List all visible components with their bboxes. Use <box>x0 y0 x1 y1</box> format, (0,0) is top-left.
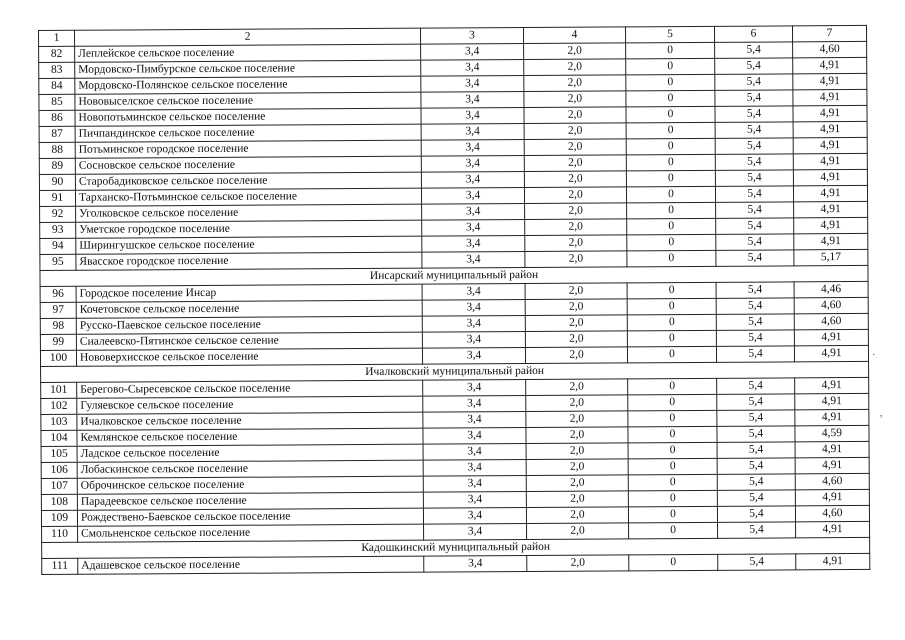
value-col-5: 0 <box>627 330 716 347</box>
row-number: 101 <box>41 382 77 398</box>
value-col-7: 4,91 <box>794 233 868 249</box>
value-col-7: 4,91 <box>793 73 867 89</box>
value-col-7: 4,91 <box>793 105 867 121</box>
district-title: Инсарский муниципальный район <box>40 265 868 286</box>
value-col-7: 4,91 <box>795 457 869 473</box>
value-col-3: 3,4 <box>421 92 524 109</box>
value-col-6: 5,4 <box>716 330 794 346</box>
row-number: 90 <box>39 174 75 190</box>
settlement-name: Леплейское сельское поселение <box>75 44 421 62</box>
value-col-3: 3,4 <box>422 284 525 301</box>
column-header: 5 <box>625 26 714 43</box>
value-col-4: 2,0 <box>526 427 628 444</box>
value-col-4: 2,0 <box>525 331 627 348</box>
value-col-7: 4,91 <box>794 217 868 233</box>
value-col-5: 0 <box>628 474 717 491</box>
row-number: 86 <box>39 110 75 126</box>
value-col-7: 4,59 <box>795 425 869 441</box>
row-number: 84 <box>39 78 75 94</box>
value-col-4: 2,0 <box>524 107 626 124</box>
district-title: Ичалковский муниципальный район <box>41 361 869 382</box>
value-col-6: 5,4 <box>715 186 793 202</box>
value-col-7: 4,91 <box>796 521 870 537</box>
value-col-6: 5,4 <box>716 218 794 234</box>
value-col-3: 3,4 <box>423 492 526 509</box>
value-col-4: 2,0 <box>525 315 627 332</box>
row-number: 108 <box>41 494 77 510</box>
value-col-7: 4,91 <box>795 377 869 393</box>
column-header: 6 <box>714 26 792 42</box>
settlement-name: Кочетовское сельское поселение <box>76 300 422 318</box>
value-col-5: 0 <box>628 506 717 523</box>
row-number: 105 <box>41 446 77 462</box>
value-col-4: 2,0 <box>526 443 628 460</box>
value-col-5: 0 <box>629 522 718 539</box>
value-col-5: 0 <box>628 410 717 427</box>
row-number: 97 <box>40 302 76 318</box>
value-col-6: 5,4 <box>715 154 793 170</box>
value-col-3: 3,4 <box>422 220 525 237</box>
column-header: 1 <box>39 30 75 46</box>
value-col-3: 3,4 <box>422 300 525 317</box>
value-col-3: 3,4 <box>424 556 527 573</box>
value-col-5: 0 <box>627 250 716 267</box>
settlement-name: Уголковское сельское поселение <box>76 204 422 222</box>
settlement-name: Мордовско-Пимбурское сельское поселение <box>75 60 421 78</box>
value-col-5: 0 <box>627 202 716 219</box>
value-col-3: 3,4 <box>422 204 525 221</box>
row-number: 109 <box>41 510 77 526</box>
settlement-name: Ладское сельское поселение <box>77 444 423 462</box>
value-col-4: 2,0 <box>524 123 626 140</box>
row-number: 99 <box>40 334 76 350</box>
table-body <box>39 41 870 574</box>
row-number: 111 <box>42 558 78 574</box>
value-col-7: 4,60 <box>795 505 869 521</box>
settlement-name: Уметское городское поселение <box>76 220 422 238</box>
settlement-name: Смольненское сельское поселение <box>78 524 424 542</box>
value-col-5: 0 <box>628 490 717 507</box>
value-col-4: 2,0 <box>524 75 626 92</box>
value-col-3: 3,4 <box>424 524 527 541</box>
value-col-4: 2,0 <box>525 347 627 364</box>
value-col-7: 4,91 <box>793 137 867 153</box>
value-col-5: 0 <box>626 74 715 91</box>
row-number: 87 <box>39 126 75 142</box>
value-col-4: 2,0 <box>525 251 627 268</box>
settlement-name: Сосновское сельское поселение <box>75 156 421 174</box>
value-col-6: 5,4 <box>715 138 793 154</box>
value-col-3: 3,4 <box>421 172 524 189</box>
settlement-name: Тарханско-Потьминское сельское поселение <box>75 188 421 206</box>
settlement-name: Мордовско-Полянское сельское поселение <box>75 76 421 94</box>
settlement-name: Кемлянское сельское поселение <box>77 428 423 446</box>
value-col-6: 5,4 <box>717 394 795 410</box>
value-col-4: 2,0 <box>524 171 626 188</box>
value-col-6: 5,4 <box>715 170 793 186</box>
value-col-5: 0 <box>626 122 715 139</box>
value-col-4: 2,0 <box>526 491 628 508</box>
value-col-6: 5,4 <box>717 458 795 474</box>
settlement-name: Потьминское городское поселение <box>75 140 421 158</box>
value-col-7: 4,91 <box>793 153 867 169</box>
value-col-5: 0 <box>626 58 715 75</box>
value-col-3: 3,4 <box>423 396 526 413</box>
value-col-3: 3,4 <box>421 156 524 173</box>
settlements-table <box>38 25 870 575</box>
value-col-4: 2,0 <box>525 203 627 220</box>
district-title: Кадошкинский муниципальный район <box>42 537 870 558</box>
value-col-6: 5,4 <box>717 426 795 442</box>
settlement-name: Рождествено-Баевское сельское поселение <box>77 508 423 526</box>
value-col-7: 5,17 <box>794 249 868 265</box>
value-col-7: 4,46 <box>794 281 868 297</box>
row-number: 85 <box>39 94 75 110</box>
value-col-5: 0 <box>628 442 717 459</box>
settlement-name: Новопотьминское сельское поселение <box>75 108 421 126</box>
value-col-7: 4,60 <box>794 297 868 313</box>
row-number: 98 <box>40 318 76 334</box>
value-col-5: 0 <box>627 218 716 235</box>
value-col-7: 4,91 <box>794 329 868 345</box>
settlement-name: Пичпандинское сельское поселение <box>75 124 421 142</box>
value-col-3: 3,4 <box>421 44 524 61</box>
value-col-6: 5,4 <box>716 282 794 298</box>
value-col-5: 0 <box>626 154 715 171</box>
value-col-7: 4,91 <box>793 185 867 201</box>
value-col-4: 2,0 <box>526 395 628 412</box>
settlement-name: Адашевское сельское поселение <box>78 556 424 574</box>
value-col-4: 2,0 <box>526 411 628 428</box>
value-col-4: 2,0 <box>527 555 629 572</box>
value-col-6: 5,4 <box>717 490 795 506</box>
value-col-6: 5,4 <box>715 106 793 122</box>
value-col-6: 5,4 <box>716 346 794 362</box>
value-col-6: 5,4 <box>718 522 796 538</box>
value-col-6: 5,4 <box>717 410 795 426</box>
column-header: 7 <box>792 25 866 41</box>
value-col-3: 3,4 <box>423 508 526 525</box>
settlement-name: Ичалковское сельское поселение <box>77 412 423 430</box>
column-header: 3 <box>420 28 523 45</box>
column-header: 4 <box>523 27 625 44</box>
value-col-7: 4,91 <box>793 89 867 105</box>
value-col-7: 4,91 <box>794 201 868 217</box>
value-col-3: 3,4 <box>421 108 524 125</box>
scan-speck: · <box>872 350 876 361</box>
settlement-name: Сиалеевско-Пятинское сельское селение <box>76 332 422 350</box>
value-col-3: 3,4 <box>421 60 524 77</box>
value-col-4: 2,0 <box>524 91 626 108</box>
value-col-6: 5,4 <box>715 122 793 138</box>
settlement-name: Старобадиковское сельское поселение <box>75 172 421 190</box>
value-col-5: 0 <box>627 346 716 363</box>
value-col-5: 0 <box>626 90 715 107</box>
settlement-name: Оброчинское сельское поселение <box>77 476 423 494</box>
row-number: 110 <box>42 526 78 542</box>
value-col-6: 5,4 <box>716 314 794 330</box>
value-col-4: 2,0 <box>527 523 629 540</box>
value-col-4: 2,0 <box>524 59 626 76</box>
value-col-6: 5,4 <box>717 442 795 458</box>
value-col-4: 2,0 <box>524 139 626 156</box>
value-col-4: 2,0 <box>525 283 627 300</box>
value-col-7: 4,91 <box>795 409 869 425</box>
value-col-3: 3,4 <box>421 124 524 141</box>
row-number: 89 <box>39 158 75 174</box>
settlement-name: Гуляевское сельское поселение <box>77 396 423 414</box>
value-col-5: 0 <box>626 186 715 203</box>
settlement-name: Нововыселское сельское поселение <box>75 92 421 110</box>
value-col-5: 0 <box>627 282 716 299</box>
value-col-5: 0 <box>628 378 717 395</box>
value-col-6: 5,4 <box>715 74 793 90</box>
value-col-6: 5,4 <box>715 58 793 74</box>
value-col-3: 3,4 <box>423 460 526 477</box>
value-col-7: 4,91 <box>795 441 869 457</box>
row-number: 95 <box>40 254 76 270</box>
value-col-4: 2,0 <box>525 235 627 252</box>
value-col-6: 5,4 <box>716 250 794 266</box>
value-col-6: 5,4 <box>715 90 793 106</box>
value-col-7: 4,91 <box>793 169 867 185</box>
value-col-3: 3,4 <box>421 76 524 93</box>
value-col-5: 0 <box>626 170 715 187</box>
value-col-5: 0 <box>627 298 716 315</box>
value-col-5: 0 <box>629 554 718 571</box>
value-col-5: 0 <box>626 138 715 155</box>
value-col-7: 4,91 <box>795 393 869 409</box>
settlement-name: Лобаскинское сельское поселение <box>77 460 423 478</box>
row-number: 92 <box>40 206 76 222</box>
row-number: 104 <box>41 430 77 446</box>
value-col-7: 4,60 <box>794 313 868 329</box>
value-col-3: 3,4 <box>422 348 525 365</box>
settlement-name: Русско-Паевское сельское поселение <box>76 316 422 334</box>
value-col-6: 5,4 <box>715 42 793 58</box>
row-number: 96 <box>40 286 76 302</box>
settlement-name: Ширингушское сельское поселение <box>76 236 422 254</box>
value-col-7: 4,60 <box>793 41 867 57</box>
value-col-6: 5,4 <box>717 378 795 394</box>
value-col-7: 4,91 <box>794 345 868 361</box>
value-col-4: 2,0 <box>526 507 628 524</box>
value-col-4: 2,0 <box>526 459 628 476</box>
value-col-5: 0 <box>628 426 717 443</box>
value-col-4: 2,0 <box>526 379 628 396</box>
value-col-5: 0 <box>628 458 717 475</box>
value-col-3: 3,4 <box>421 188 524 205</box>
value-col-7: 4,60 <box>795 473 869 489</box>
row-number: 93 <box>40 222 76 238</box>
value-col-3: 3,4 <box>422 252 525 269</box>
value-col-4: 2,0 <box>526 475 628 492</box>
value-col-6: 5,4 <box>716 234 794 250</box>
value-col-4: 2,0 <box>525 299 627 316</box>
value-col-3: 3,4 <box>423 380 526 397</box>
row-number: 106 <box>41 462 77 478</box>
value-col-6: 5,4 <box>718 554 796 570</box>
scanned-table-page <box>38 25 869 575</box>
value-col-5: 0 <box>626 106 715 123</box>
value-col-6: 5,4 <box>717 474 795 490</box>
row-number: 107 <box>41 478 77 494</box>
value-col-6: 5,4 <box>717 506 795 522</box>
value-col-7: 4,91 <box>796 553 870 569</box>
value-col-3: 3,4 <box>423 412 526 429</box>
value-col-4: 2,0 <box>524 155 626 172</box>
row-number: 94 <box>40 238 76 254</box>
column-header: 2 <box>75 28 421 46</box>
value-col-3: 3,4 <box>423 476 526 493</box>
value-col-4: 2,0 <box>525 219 627 236</box>
value-col-5: 0 <box>627 234 716 251</box>
value-col-6: 5,4 <box>716 202 794 218</box>
value-col-3: 3,4 <box>423 428 526 445</box>
row-number: 91 <box>39 190 75 206</box>
settlement-name: Городское поселение Инсар <box>76 284 422 302</box>
row-number: 83 <box>39 62 75 78</box>
value-col-5: 0 <box>627 314 716 331</box>
value-col-3: 3,4 <box>422 332 525 349</box>
row-number: 102 <box>41 398 77 414</box>
value-col-7: 4,91 <box>795 489 869 505</box>
value-col-3: 3,4 <box>423 444 526 461</box>
value-col-7: 4,91 <box>793 57 867 73</box>
settlement-name: Берегово-Сыресевское сельское поселение <box>77 380 423 398</box>
value-col-5: 0 <box>628 394 717 411</box>
scan-speck: , <box>880 408 883 419</box>
value-col-6: 5,4 <box>716 298 794 314</box>
row-number: 103 <box>41 414 77 430</box>
settlement-name: Парадеевское сельское поселение <box>77 492 423 510</box>
value-col-3: 3,4 <box>421 140 524 157</box>
value-col-5: 0 <box>626 42 715 59</box>
value-col-3: 3,4 <box>422 236 525 253</box>
settlement-name: Нововерхисское сельское поселение <box>76 348 422 366</box>
value-col-7: 4,91 <box>793 121 867 137</box>
settlement-name: Явасское городское поселение <box>76 252 422 270</box>
row-number: 88 <box>39 142 75 158</box>
row-number: 82 <box>39 46 75 62</box>
value-col-4: 2,0 <box>524 187 626 204</box>
value-col-4: 2,0 <box>524 43 626 60</box>
value-col-3: 3,4 <box>422 316 525 333</box>
row-number: 100 <box>40 350 76 366</box>
